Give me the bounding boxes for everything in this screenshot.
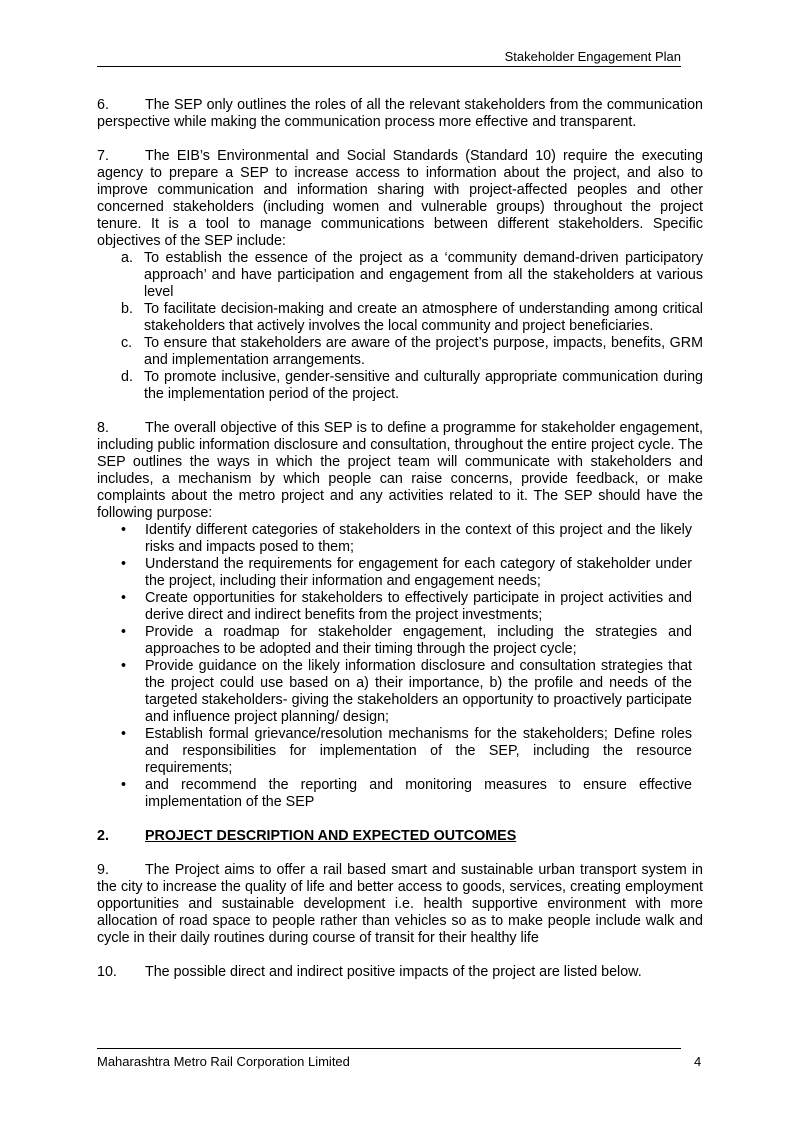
list-item-text: To promote inclusive, gender-sensitive and culturally appropriate communication during the implementation period of the project. [144,369,703,402]
bullet-item: • Establish formal grievance/resolution mechanisms for the stakeholders; Define roles and responsibilities for implementation of the SEP, including the resource requirements; [121,726,692,777]
list-item [121,301,703,335]
bullet-item: • and recommend the reporting and monitoring measures to ensure effective implementation of the SEP [121,777,692,811]
paragraph-text: The possible direct and indirect positive impacts of the project are listed below. [145,964,642,980]
section-title: PROJECT DESCRIPTION AND EXPECTED OUTCOMES [145,828,517,844]
paragraph-number: 10. [97,964,117,980]
list-marker: a. [121,250,133,266]
list-item-text: To ensure that stakeholders are aware of the project’s purpose, impacts, benefits, GRM and implementation arrangements. [144,335,703,368]
header-title: Stakeholder Engagement Plan [504,49,681,64]
paragraph-7 [97,148,703,250]
paragraph-8 [97,420,703,522]
page-number: 4 [694,1054,702,1069]
paragraph-text: The EIB’s Environmental and Social Standards (Standard 10) require the executing agency to prepare a SEP to increase access to information about the project, and also to improve communication and information sharing with project-affected peoples and other concerned stakeholders (including women and vulnerable groups) throughout the project tenure. It is a tool to manage communications between different stakeholders. Specific objectives of the SEP include: [97,148,703,249]
paragraph-number: 7. [97,148,109,164]
page-header [97,46,681,67]
paragraph-9 [97,862,703,947]
footer-organization: Maharashtra Metro Rail Corporation Limited [97,1054,350,1069]
paragraph-6 [97,97,703,131]
purpose-bullet-list [97,522,703,811]
paragraph-text: The Project aims to offer a rail based smart and sustainable urban transport system in the city to increase the quality of life and better access to goods, services, creating employment opportunities and sustainable development i.e. health supportive environment with more allocation of road space to people rather than vehicles so as to make people include walk and cycle in their daily routines during course of transit for their healthy life [97,862,703,946]
list-item-text: To establish the essence of the project as a ‘community demand-driven participatory approach’ and have participation and engagement from all the stakeholders at various level [144,250,703,300]
list-item-text: To facilitate decision-making and create an atmosphere of understanding among critical stakeholders that actively involves the local community and project beneficiaries. [144,301,703,334]
list-marker: b. [121,301,133,317]
bullet-item: • Identify different categories of stakeholders in the context of this project and the likely risks and impacts posed to them; [121,522,692,556]
bullet-item: • Provide guidance on the likely information disclosure and consultation strategies that the project could use based on a) their importance, b) the profile and needs of the targeted stakeholders- giving the stakeholders an opportunity to proactively participate and influence project planning/ design; [121,658,692,726]
paragraph-number: 8. [97,420,109,436]
paragraph-text: The SEP only outlines the roles of all the relevant stakeholders from the communication perspective while making the communication process more effective and transparent. [97,97,703,130]
list-item [121,369,703,403]
list-item [121,335,703,369]
bullet-item: • Create opportunities for stakeholders to effectively participate in project activities and derive direct and indirect benefits from the project investments; [121,590,692,624]
footer-divider [97,1048,681,1049]
objectives-list [97,250,703,403]
list-marker: d. [121,369,133,385]
paragraph-number: 6. [97,97,109,113]
bullet-item: • Understand the requirements for engagement for each category of stakeholder under the project, including their information and engagement needs; [121,556,692,590]
paragraph-7-block [97,148,703,403]
section-heading [97,828,703,845]
paragraph-number: 9. [97,862,109,878]
paragraph-10 [97,964,703,981]
document-body [97,97,703,998]
paragraph-8-block [97,420,703,811]
bullet-item: • Provide a roadmap for stakeholder engagement, including the strategies and approaches to be adopted and their timing through the project cycle; [121,624,692,658]
list-marker: c. [121,335,133,351]
paragraph-text: The overall objective of this SEP is to define a programme for stakeholder engagement, including public information disclosure and consultation, throughout the entire project cycle. The SEP outlines the ways in which the project team will communicate with stakeholders and includes, a mechanism by which people can raise concerns, provide feedback, or make complaints about the metro project and any activities related to it. The SEP should have the following purpose: [97,420,703,521]
list-item [121,250,703,301]
section-number: 2. [97,828,109,844]
